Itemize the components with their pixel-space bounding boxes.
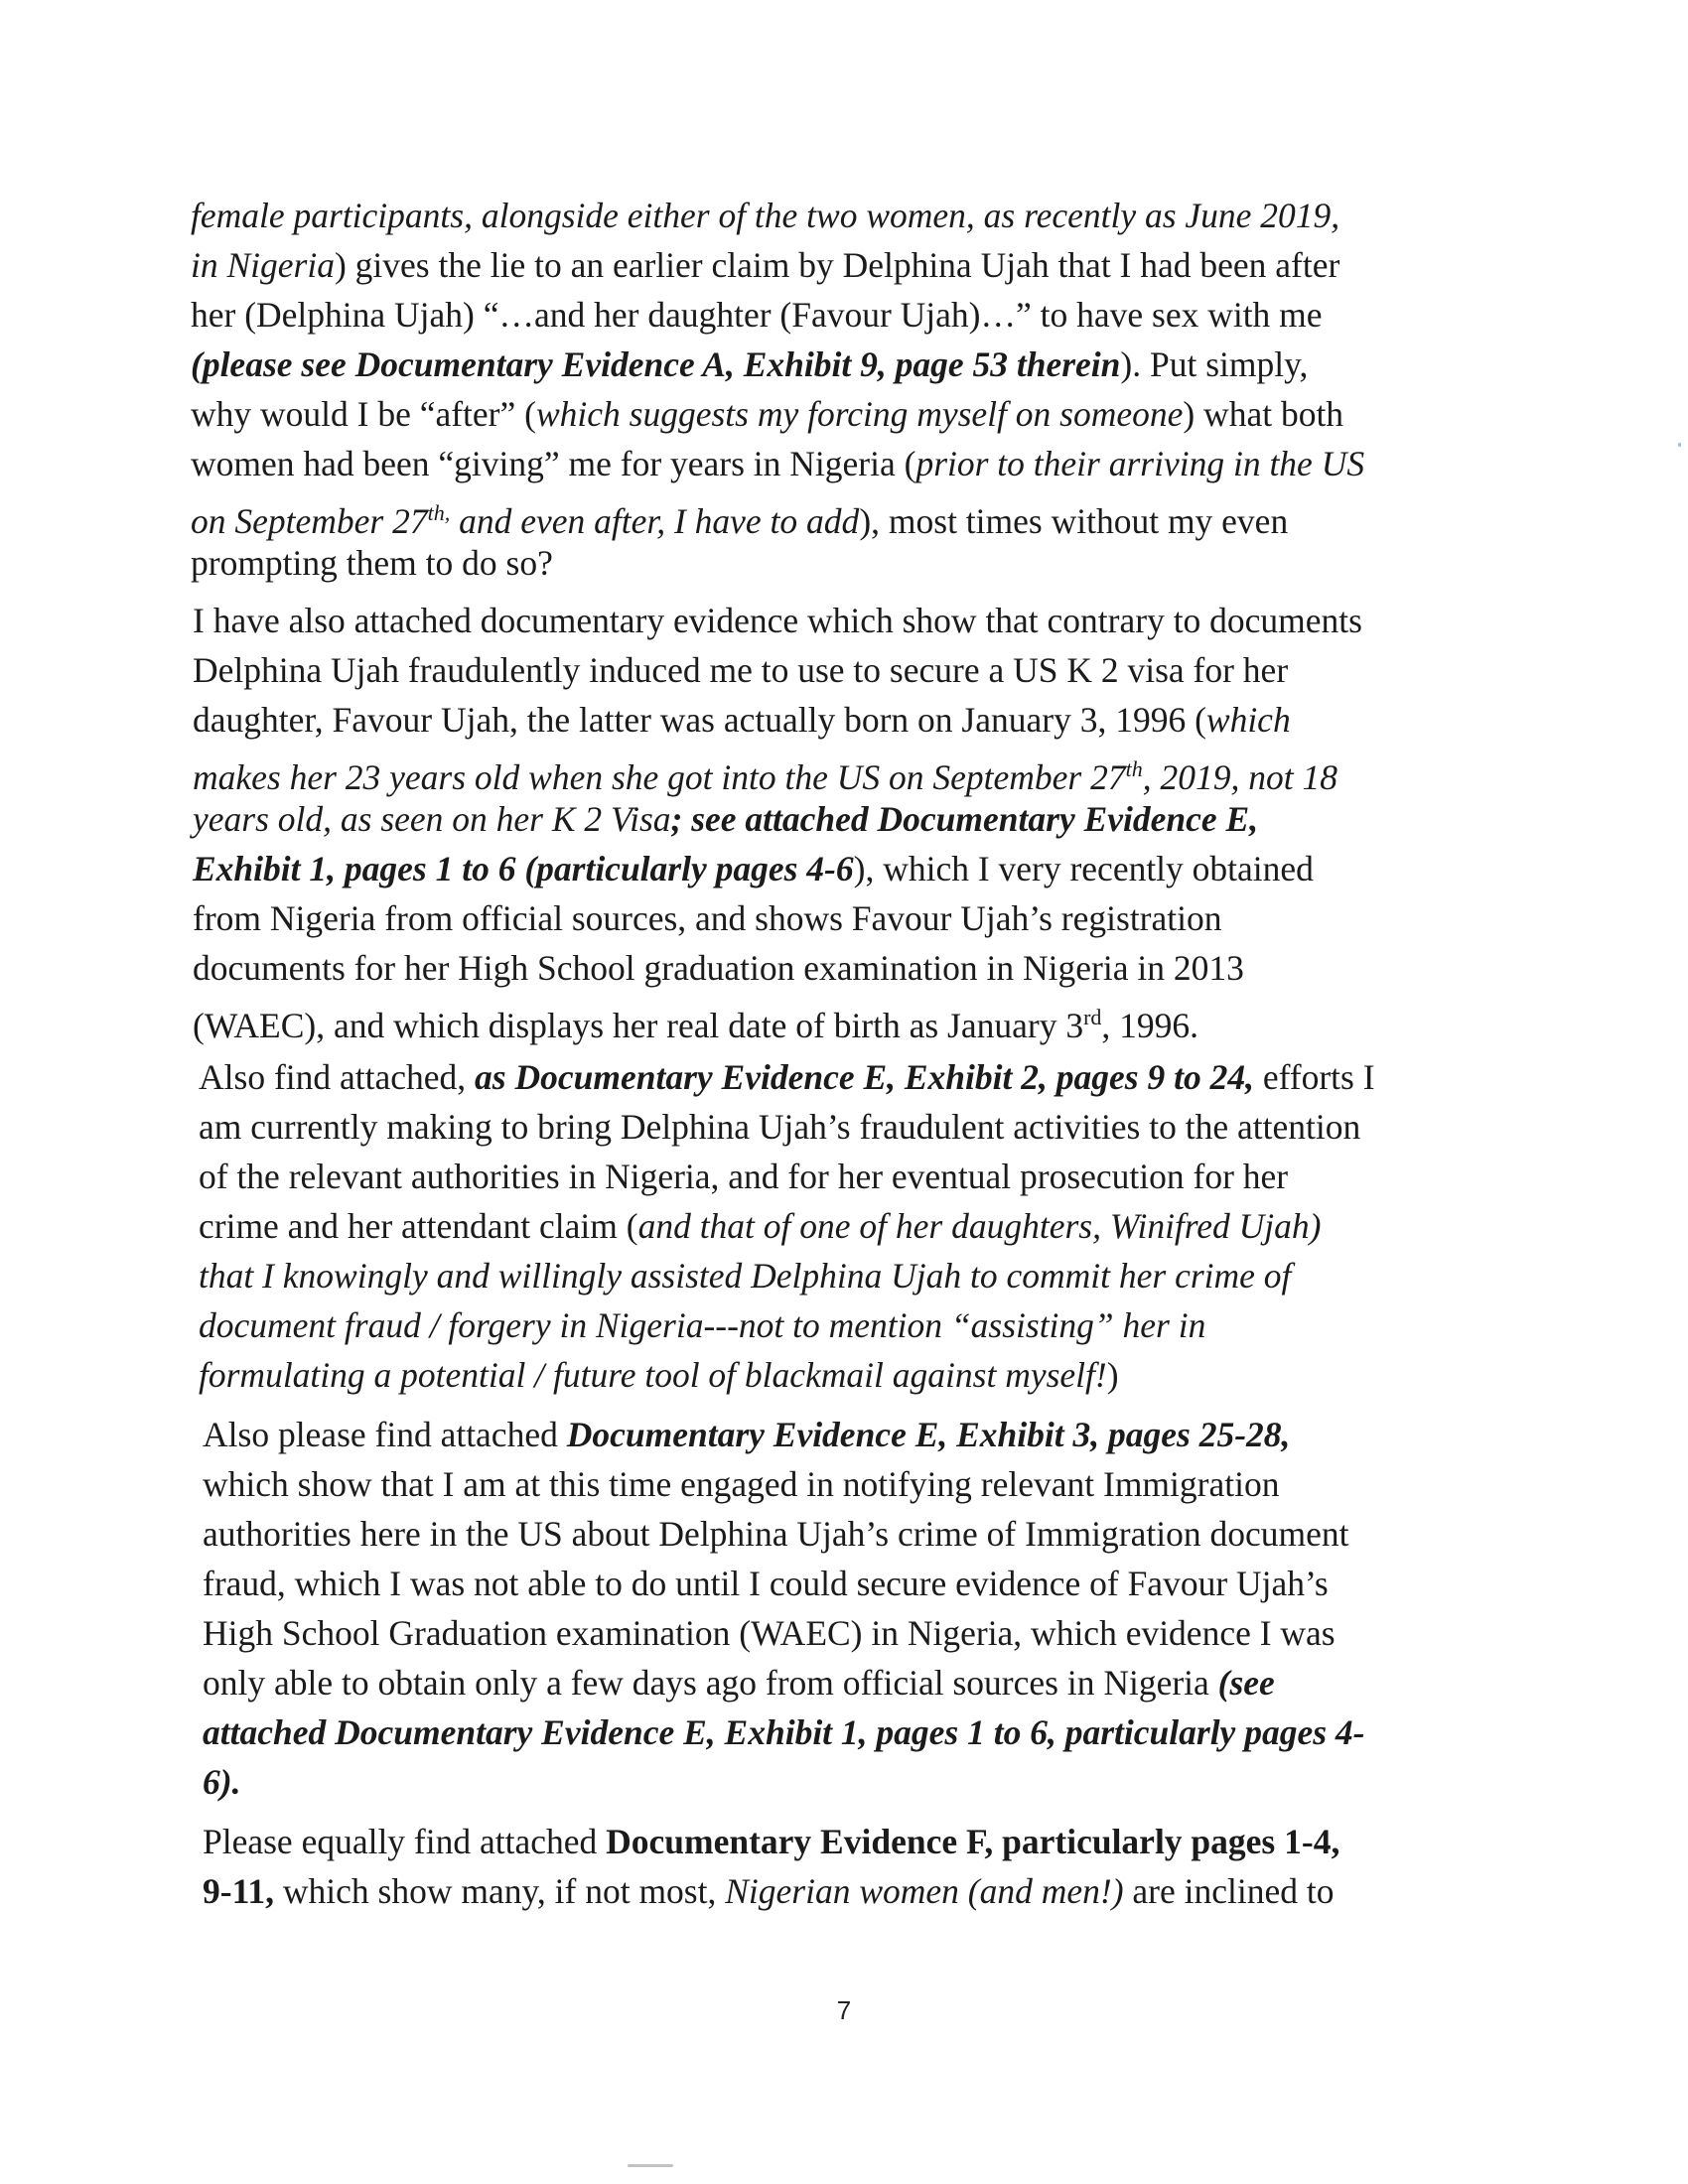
text-line — [193, 596, 1483, 645]
text-run: from Nigeria from official sources, and shows Favour Ujah’s registration — [193, 898, 1222, 938]
text-run: document fraud / forgery in Nigeria---not to mention “assisting” her in — [199, 1305, 1206, 1345]
text-line — [203, 1410, 1493, 1459]
text-run: female participants, alongside either of the two women, as recently as June 2019, — [191, 196, 1340, 235]
text-line — [203, 1757, 1493, 1807]
text-run: prior to their arriving in the US — [915, 444, 1365, 483]
text-line — [203, 1658, 1493, 1707]
text-run: women had been “giving” me for years in Nigeria ( — [191, 444, 916, 483]
text-line — [193, 695, 1483, 745]
text-run: as Documentary Evidence E, Exhibit 2, pages 9 to 24, — [475, 1057, 1254, 1097]
paragraph-4 — [203, 1410, 1493, 1807]
text-line — [203, 1817, 1493, 1866]
text-run: that I knowingly and willingly assisted Delphina Ujah to commit her crime of — [199, 1256, 1292, 1296]
text-line — [191, 488, 1481, 541]
text-line — [193, 844, 1483, 893]
text-run: ). Put simply, — [1120, 344, 1309, 384]
text-run: years old, as seen on her K 2 Visa — [193, 799, 671, 839]
text-line — [193, 893, 1483, 943]
text-run: and that of one of her daughters, Winifred Ujah) — [637, 1206, 1322, 1246]
paragraph-1 — [191, 191, 1481, 588]
text-line — [203, 1509, 1493, 1559]
text-line — [191, 538, 1481, 588]
text-run: are inclined to — [1123, 1871, 1335, 1911]
text-line — [203, 1459, 1493, 1509]
text-run: th — [1125, 756, 1143, 781]
text-run: documents for her High School graduation examination in Nigeria in 2013 — [193, 948, 1244, 988]
text-line — [203, 1559, 1493, 1608]
text-run: crime and her attendant claim ( — [199, 1206, 638, 1246]
text-line — [199, 1300, 1489, 1350]
text-line — [199, 1251, 1489, 1300]
text-run: ), most times without my even — [859, 500, 1289, 541]
text-run: Please equally find attached — [203, 1822, 607, 1861]
text-line — [193, 794, 1483, 844]
text-run: am currently making to bring Delphina Ujah’s fraudulent activities to the attention — [199, 1107, 1361, 1147]
text-run: , 2019, not 18 — [1142, 756, 1337, 797]
text-line — [191, 340, 1481, 389]
text-run: Exhibit 1, pages 1 to 6 (particularly pages 4-6 — [193, 849, 854, 888]
text-line — [199, 1102, 1489, 1152]
text-run: on September 27 — [191, 500, 428, 541]
paragraph-5 — [203, 1817, 1493, 1916]
text-run: efforts I — [1253, 1057, 1375, 1097]
text-line — [193, 993, 1483, 1045]
text-run: fraud, which I was not able to do until I could secure evidence of Favour Ujah’s — [203, 1564, 1329, 1603]
paragraph-3 — [199, 1052, 1489, 1400]
text-run: which — [1205, 700, 1291, 740]
text-run: makes her 23 years old when she got into the US on September 27 — [193, 756, 1126, 797]
text-run: I have also attached documentary evidence which show that contrary to documents — [193, 601, 1362, 640]
text-run: (see — [1217, 1663, 1275, 1703]
text-run: of the relevant authorities in Nigeria, and for her eventual prosecution for her — [199, 1157, 1289, 1196]
text-run: which show many, if not most, — [274, 1871, 726, 1911]
text-run: 9-11, — [203, 1871, 274, 1911]
text-line — [199, 1201, 1489, 1251]
paragraph-2 — [193, 596, 1483, 1045]
text-run: 6). — [203, 1762, 241, 1802]
text-run: Also find attached, — [199, 1057, 476, 1097]
text-line — [193, 943, 1483, 993]
scan-artifact — [628, 2164, 673, 2167]
text-run: which show that I am at this time engaged in notifying relevant Immigration — [203, 1464, 1280, 1504]
text-line — [191, 439, 1481, 488]
text-run: Documentary Evidence F, particularly pages 1-4, — [606, 1822, 1340, 1861]
text-run: prompting them to do so? — [191, 543, 553, 583]
text-run: authorities here in the US about Delphina Ujah’s crime of Immigration document — [203, 1514, 1349, 1554]
text-line — [203, 1866, 1493, 1916]
page-number: 7 — [836, 1995, 852, 2025]
text-line — [191, 240, 1481, 290]
text-line — [193, 745, 1483, 797]
text-run: Nigerian women (and men!) — [725, 1871, 1124, 1911]
text-run: and even after, I have to add — [450, 500, 860, 541]
text-run: High School Graduation examination (WAEC) in Nigeria, which evidence I was — [203, 1613, 1336, 1653]
text-line — [199, 1152, 1489, 1201]
text-run: (please see Documentary Evidence A, Exhibit 9, page 53 therein — [191, 344, 1121, 384]
text-line — [191, 389, 1481, 439]
text-run: daughter, Favour Ujah, the latter was actually born on January 3, 1996 ( — [193, 700, 1206, 740]
text-line — [199, 1052, 1489, 1102]
text-line — [203, 1707, 1493, 1757]
text-run: Documentary Evidence E, Exhibit 3, pages 25-28, — [566, 1415, 1291, 1454]
text-run: attached Documentary Evidence E, Exhibit 1, pages 1 to 6, particularly pages 4- — [203, 1712, 1365, 1752]
text-line — [203, 1608, 1493, 1658]
text-run: ; see attached Documentary Evidence E, — [670, 799, 1259, 839]
text-run: ) what both — [1183, 394, 1344, 434]
text-run: , 1996. — [1101, 1005, 1199, 1045]
text-line — [193, 645, 1483, 695]
text-run: why would I be “after” ( — [191, 394, 536, 434]
text-line — [191, 290, 1481, 340]
text-run: her (Delphina Ujah) “…and her daughter (Favour Ujah)…” to have sex with me — [191, 295, 1323, 335]
text-run: Also please find attached — [203, 1415, 567, 1454]
text-line — [199, 1350, 1489, 1400]
text-run: only able to obtain only a few days ago from official sources in Nigeria — [203, 1663, 1218, 1703]
text-run: ) — [1106, 1355, 1119, 1395]
scan-artifact-dot — [1678, 443, 1681, 447]
text-run: ), which I very recently obtained — [853, 849, 1314, 888]
text-run: (WAEC), and which displays her real date of birth as January 3 — [193, 1005, 1084, 1045]
text-run: rd — [1083, 1005, 1102, 1029]
text-run: ) gives the lie to an earlier claim by Delphina Ujah that I had been after — [334, 245, 1340, 285]
text-run: in Nigeria — [191, 245, 335, 285]
text-line — [191, 191, 1481, 240]
text-run: Delphina Ujah fraudulently induced me to use to secure a US K 2 visa for her — [193, 650, 1289, 690]
text-run: formulating a potential / future tool of blackmail against myself! — [199, 1355, 1107, 1395]
text-run: which suggests my forcing myself on someone — [535, 394, 1184, 434]
text-run: th, — [427, 500, 451, 525]
